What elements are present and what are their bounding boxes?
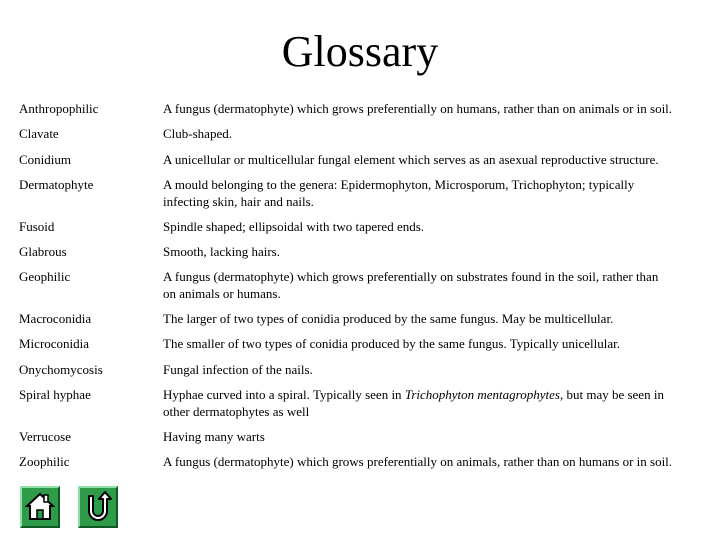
definition-line: The larger of two types of conidia produced by the same fungus. May be multicellular. [163, 311, 614, 326]
definition-line: on animals or humans. [163, 286, 281, 301]
glossary-term: Conidium [19, 152, 72, 167]
glossary-term: Fusoid [19, 219, 55, 234]
glossary-definition [163, 268, 715, 302]
definition-line [163, 386, 715, 403]
definition-line: A fungus (dermatophyte) which grows preferentially on humans, rather than on animals or in soil. [163, 101, 673, 116]
home-button[interactable] [20, 486, 60, 528]
definition-line: Club-shaped. [163, 126, 232, 141]
glossary-term: Clavate [19, 126, 59, 141]
return-icon [80, 488, 116, 526]
glossary-definition [163, 310, 715, 327]
glossary-term: Verrucose [19, 429, 71, 444]
definition-text: but may be seen in [563, 387, 664, 402]
definition-line: Spindle shaped; ellipsoidal with two tapered ends. [163, 219, 425, 234]
glossary-definition [163, 428, 715, 445]
species-name: Trichophyton mentagrophytes, [404, 387, 564, 402]
definition-line: A fungus (dermatophyte) which grows preferentially on substrates found in the soil, rather than [163, 269, 659, 284]
definition-line: The smaller of two types of conidia produced by the same fungus. Typically unicellular. [163, 336, 620, 351]
definition-line: other dermatophytes as well [163, 404, 310, 419]
glossary-term: Anthropophilic [19, 101, 99, 116]
glossary-term: Microconidia [19, 336, 90, 351]
definition-line: A mould belonging to the genera: Epidermophyton, Microsporum, Trichophyton; typically [163, 177, 635, 192]
definition-text: Hyphae curved into a spiral. Typically seen in [163, 387, 405, 402]
definition-line: Having many warts [163, 429, 265, 444]
definition-line: Smooth, lacking hairs. [163, 244, 280, 259]
glossary-term: Glabrous [19, 244, 67, 259]
glossary-definition [163, 386, 715, 420]
glossary-term: Geophilic [19, 269, 71, 284]
definition-line: infecting skin, hair and nails. [163, 194, 314, 209]
definition-line: A fungus (dermatophyte) which grows preferentially on animals, rather than on humans or in soil. [163, 454, 673, 469]
glossary-definition [163, 453, 715, 470]
glossary-definition [163, 335, 715, 352]
return-button[interactable] [78, 486, 118, 528]
glossary-term: Spiral hyphae [19, 387, 91, 402]
glossary-definition [163, 361, 715, 378]
glossary-term: Onychomycosis [19, 362, 103, 377]
definition-line: Fungal infection of the nails. [163, 362, 313, 377]
glossary-definition [163, 151, 715, 168]
glossary-definition [163, 125, 715, 142]
glossary-term: Zoophilic [19, 454, 70, 469]
glossary-definition [163, 218, 715, 235]
glossary-definition [163, 100, 715, 117]
page-title: Glossary [281, 27, 439, 76]
glossary-definition [163, 243, 715, 260]
definition-line: A unicellular or multicellular fungal element which serves as an asexual reproductive structure. [163, 152, 659, 167]
glossary-definition [163, 176, 715, 210]
glossary-term: Dermatophyte [19, 177, 94, 192]
home-icon [22, 488, 58, 526]
glossary-term: Macroconidia [19, 311, 92, 326]
